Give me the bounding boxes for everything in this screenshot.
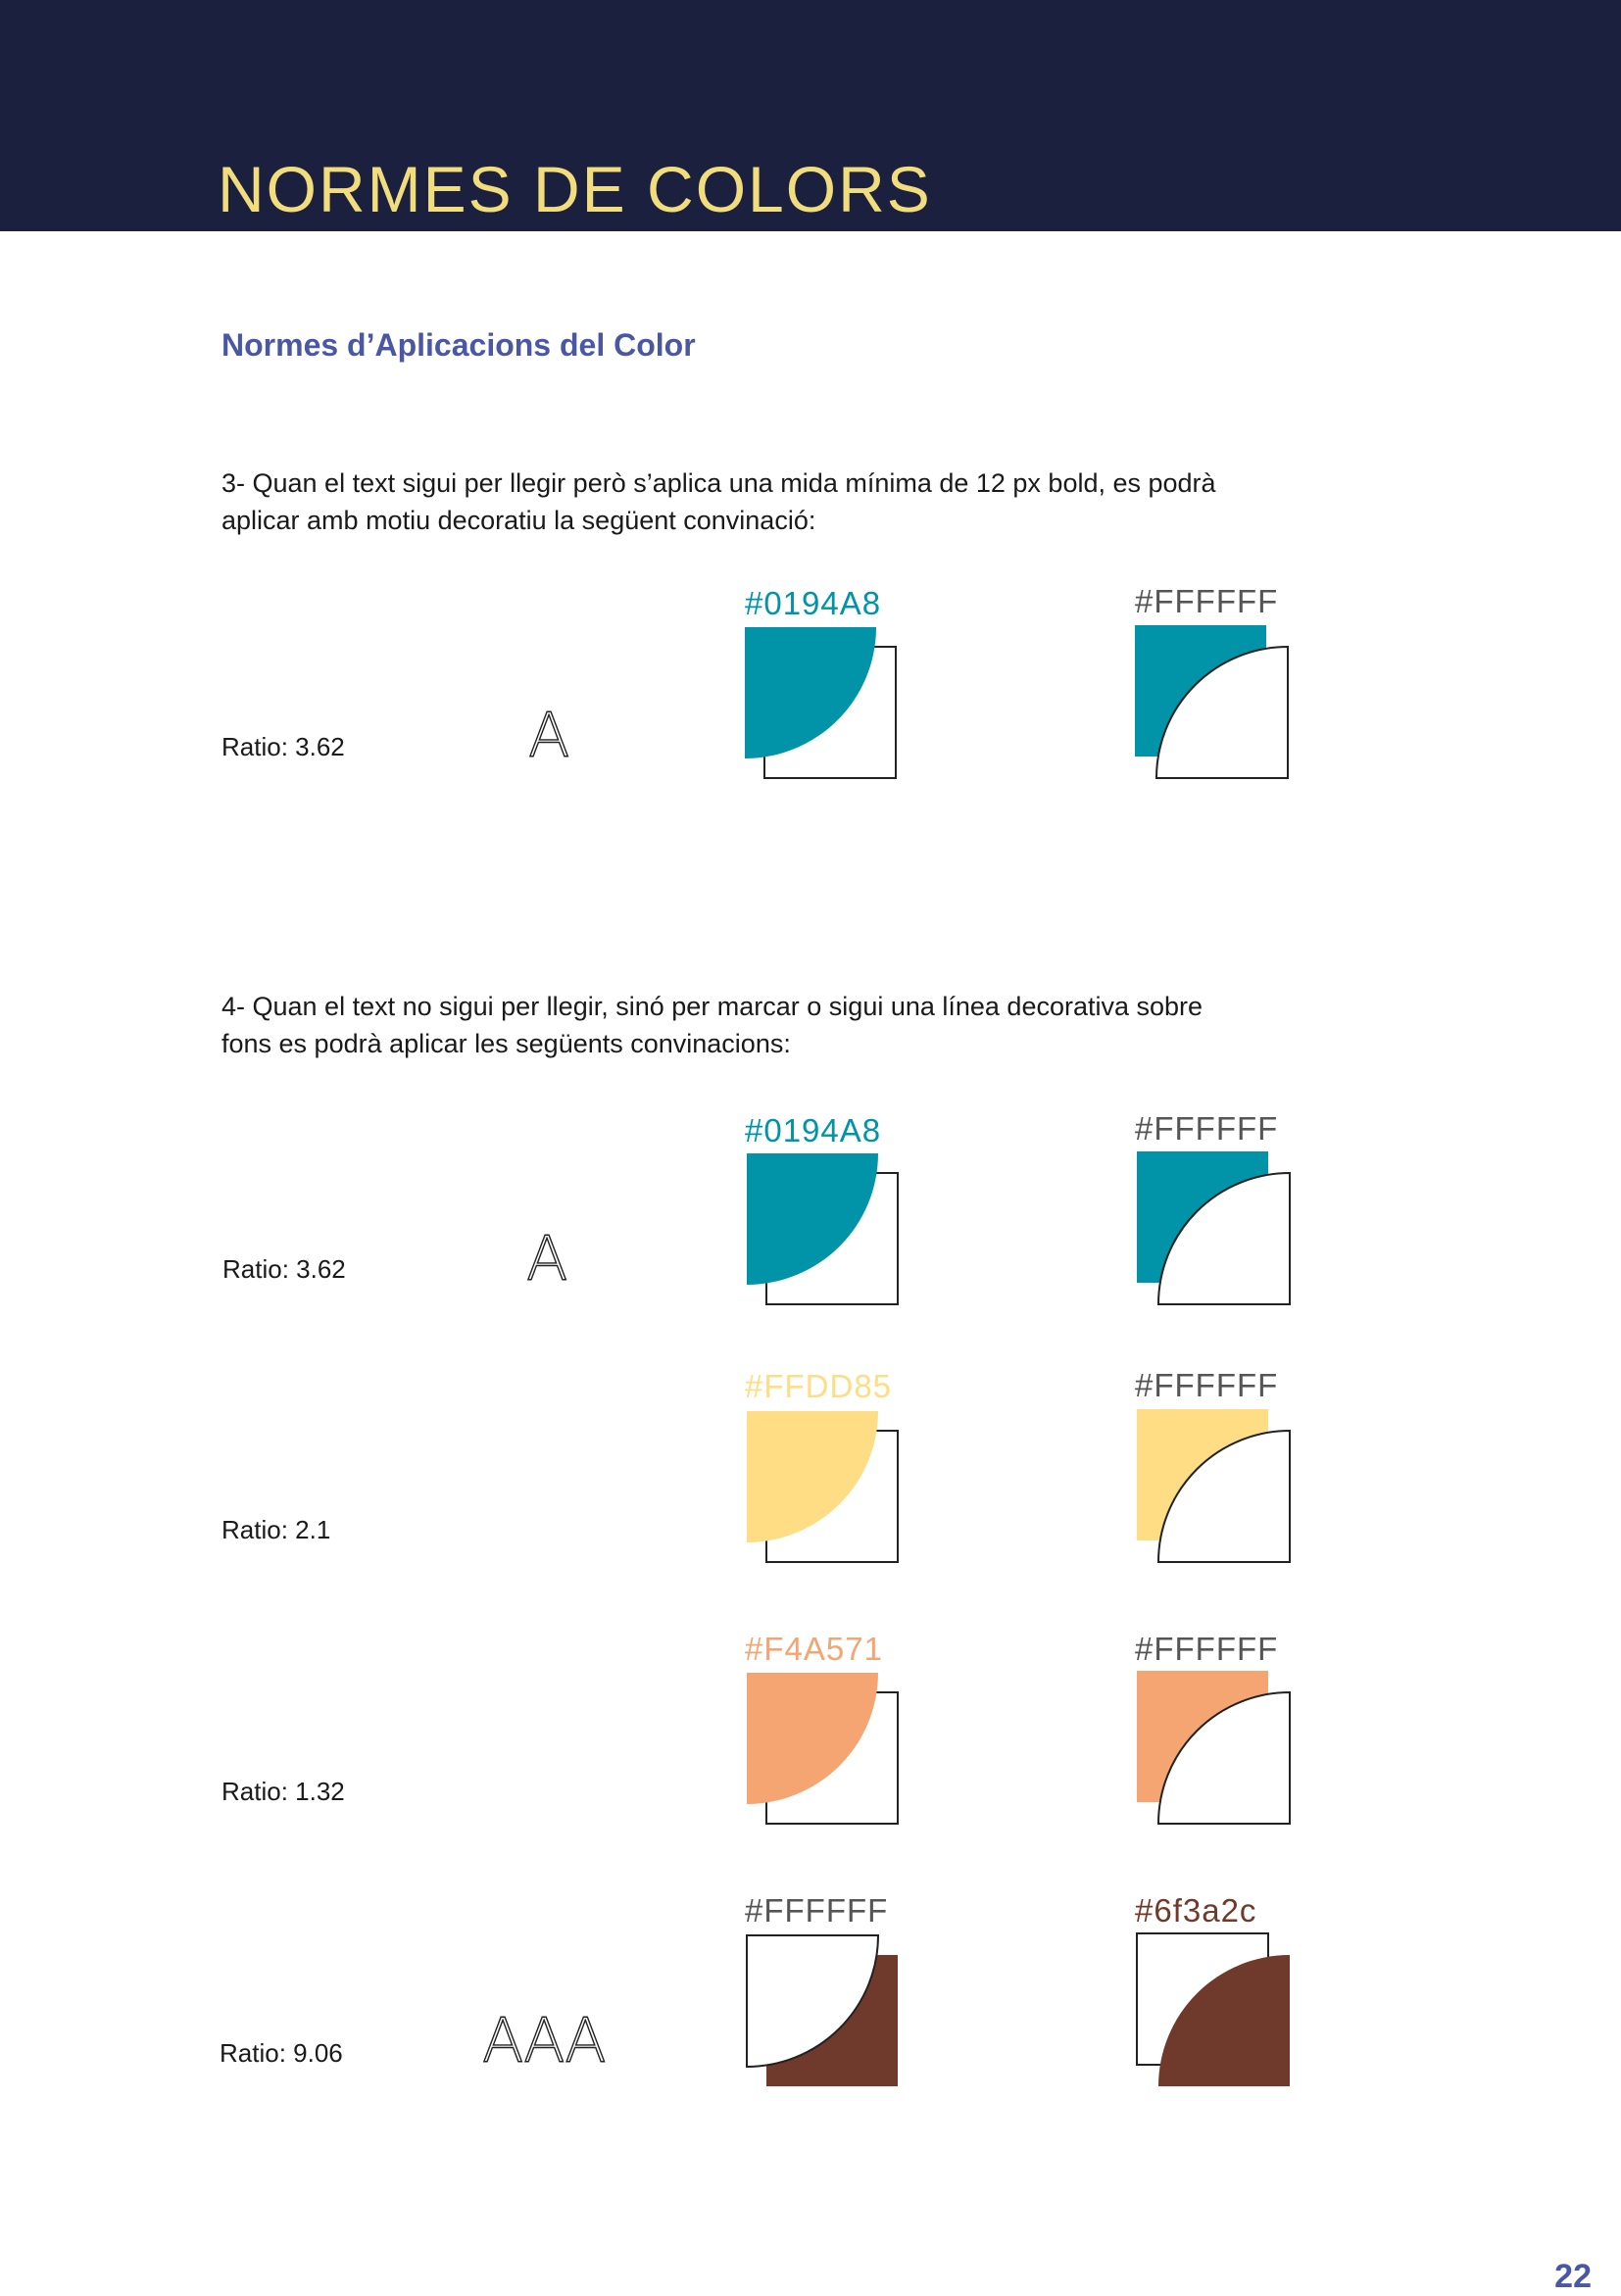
swatch-white-on-orange xyxy=(1134,1668,1301,1825)
right-hex-label: #6f3a2c xyxy=(1135,1892,1257,1929)
section3-line2: aplicar amb motiu decoratiu la següent convinació: xyxy=(221,506,816,535)
ratio-label: Ratio: 3.62 xyxy=(221,732,345,761)
section4-description xyxy=(221,988,1417,1062)
swatch-white-on-yellow xyxy=(1134,1406,1301,1563)
swatch-brown-on-white xyxy=(1134,1930,1301,2087)
page-number: 22 xyxy=(1554,2258,1592,2295)
section3-line1: 3- Quan el text sigui per llegir però s’aplica una mida mínima de 12 px bold, es podrà xyxy=(221,468,1216,498)
swatch-white-on-teal xyxy=(1132,622,1299,779)
swatch-white-on-brown xyxy=(742,1930,909,2087)
section3-description xyxy=(221,464,1417,539)
right-hex-label: #FFFFFF xyxy=(1135,1110,1279,1147)
swatch-white-on-teal xyxy=(1134,1148,1301,1305)
right-hex-label: #FFFFFF xyxy=(1135,1631,1279,1667)
ratio-label: Ratio: 9.06 xyxy=(220,2038,343,2068)
right-hex-label: #FFFFFF xyxy=(1135,583,1279,619)
swatch-teal-on-white xyxy=(740,622,907,779)
page-header xyxy=(0,0,1621,231)
left-hex-label: #F4A571 xyxy=(745,1631,883,1667)
left-hex-label: #FFDD85 xyxy=(745,1368,893,1404)
section-subtitle: Normes d’Aplicacions del Color xyxy=(221,327,696,363)
left-hex-label: #0194A8 xyxy=(745,585,882,621)
left-hex-label: #FFFFFF xyxy=(745,1892,889,1929)
right-hex-label: #FFFFFF xyxy=(1135,1367,1279,1403)
section4-line2: fons es podrà aplicar les següents convinacions: xyxy=(221,1029,791,1058)
sample-glyph: A xyxy=(526,1223,568,1295)
swatch-teal-on-white xyxy=(742,1148,909,1305)
ratio-label: Ratio: 3.62 xyxy=(222,1254,346,1284)
sample-glyph: A xyxy=(528,700,570,771)
section4-line1: 4- Quan el text no sigui per llegir, sinó per marcar o sigui una línea decorativa sobre xyxy=(221,992,1203,1021)
sample-glyph: AAA xyxy=(482,2005,605,2076)
swatch-orange-on-white xyxy=(742,1668,909,1825)
left-hex-label: #0194A8 xyxy=(745,1112,882,1148)
swatch-yellow-on-white xyxy=(742,1406,909,1563)
ratio-label: Ratio: 1.32 xyxy=(221,1777,345,1806)
ratio-label: Ratio: 2.1 xyxy=(221,1515,331,1544)
page-title: NORMES DE COLORS xyxy=(218,153,932,225)
